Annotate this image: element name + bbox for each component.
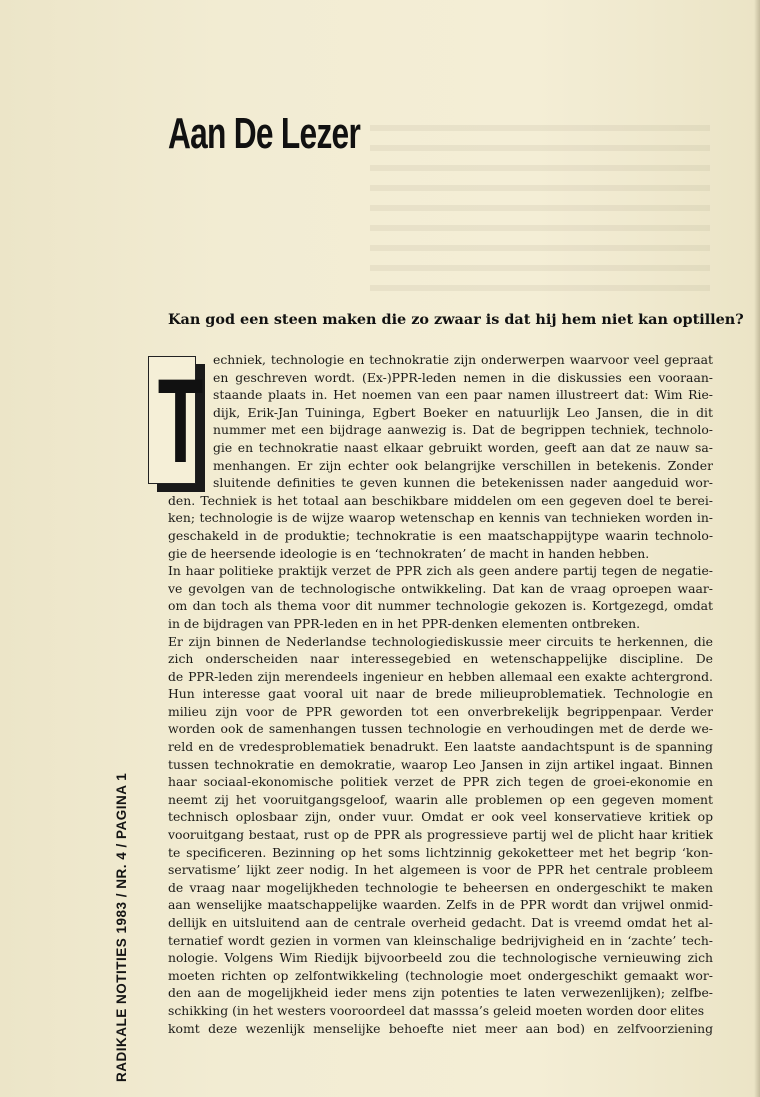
body-line: Er zijn binnen de Nederlandse technologiediskussie meer circuits te herkennen, die: [168, 633, 713, 649]
show-through-text: [370, 185, 710, 191]
body-line: de vraag naar mogelijkheden technologie te beheersen en ondergeschikt te maken: [168, 879, 713, 895]
body-line: sluitende definities te geven kunnen die betekenissen nader aangeduid wor-: [213, 475, 713, 491]
body-line: dijk, Erik-Jan Tuininga, Egbert Boeker en natuurlijk Leo Jansen, die in dit: [213, 404, 713, 420]
body-line: milieu zijn voor de PPR geworden tot een onverbrekelijk begrippenpaar. Verder: [168, 703, 713, 719]
body-line: om dan toch als thema voor dit nummer technologie gekozen is. Kortgezegd, omdat: [168, 598, 713, 614]
body-line: te specificeren. Bezinning op het soms lichtzinnig gekoketteer met het begrip ‘kon-: [168, 844, 713, 860]
body-line: gie en technokratie naast elkaar gebruikt worden, geeft aan dat ze nauw sa-: [213, 439, 713, 455]
body-line: worden ook de samenhangen tussen technologie en verhoudingen met de derde we-: [168, 721, 713, 737]
body-line: nummer met een bijdrage aanwezig is. Dat de begrippen techniek, technolo-: [213, 422, 713, 438]
article-subtitle: Kan god een steen maken die zo zwaar is dat hij hem niet kan optillen?: [168, 311, 744, 328]
show-through-text: [370, 165, 710, 171]
body-line: neemt zij het vooruitgangsgeloof, waarin alle problemen op een gegeven moment: [168, 791, 713, 807]
dropcap-letter: T: [157, 354, 204, 488]
body-line: staande plaats in. Het noemen van een paar namen illustreert dat: Wim Rie-: [213, 387, 713, 403]
body-line: In haar politieke praktijk verzet de PPR zich als geen andere partij tegen de negatie-: [168, 563, 713, 579]
body-line: aan wenselijke maatschappelijke waarden. Zelfs in de PPR wordt dan vrijwel onmid-: [168, 897, 713, 913]
body-line: reld en de vredesproblematiek benadrukt. Een laatste aandachtspunt is de spanning: [168, 739, 713, 755]
body-line: vooruitgang bestaat, rust op de PPR als progressieve partij wel de plicht haar kritiek: [168, 827, 713, 843]
body-line: Hun interesse gaat vooral uit naar de brede milieuproblematiek. Technologie en: [168, 686, 713, 702]
page-footer-spine: RADIKALE NOTITIES 1983 / NR. 4 / PAGINA 1: [114, 772, 129, 1082]
body-line: komt deze wezenlijk menselijke behoefte niet meer aan bod) en zelfvoorziening: [168, 1020, 713, 1036]
body-line: technisch oplosbaar zijn, onder vuur. Omdat er ook veel konservatieve kritiek op: [168, 809, 713, 825]
body-line: gie de heersende ideologie is en ‘technokraten’ de macht in handen hebben.: [168, 545, 650, 561]
body-line: dellijk en uitsluitend aan de centrale overheid gedacht. Dat is vreemd omdat het al-: [168, 915, 713, 930]
body-line: ken; technologie is de wijze waarop wetenschap en kennis van technieken worden in-: [168, 510, 713, 526]
body-line: geschakeld in de produktie; technokratie is een maatschappijtype waarin technolo-: [168, 527, 713, 543]
body-line: de PPR-leden zijn merendeels ingenieur en hebben allemaal een exakte achtergrond.: [168, 668, 713, 684]
body-line: moeten richten op zelfontwikkeling (technologie moet ondergeschikt gemaakt wor-: [168, 967, 713, 983]
show-through-text: [370, 125, 710, 131]
show-through-text: [370, 245, 710, 251]
body-line: servatisme’ lijkt zeer nodig. In het algemeen is voor de PPR het centrale probleem: [168, 862, 713, 878]
body-line: menhangen. Er zijn echter ook belangrijke verschillen in betekenis. Zonder: [213, 457, 713, 473]
body-line: ve gevolgen van de technologische ontwikkeling. Dat kan de vraag oproepen waar-: [168, 580, 713, 596]
show-through-text: [370, 145, 710, 151]
body-line: en geschreven wordt. (Ex-)PPR-leden nemen in die diskussies een vooraan-: [213, 369, 713, 385]
body-line: in de bijdragen van PPR-leden en in het PPR-denken elementen ontbreken.: [168, 615, 641, 631]
body-line: nologie. Volgens Wim Riedijk bijvoorbeeld zou die technologische vernieuwing zich: [168, 950, 713, 966]
body-line: echniek, technologie en technokratie zijn onderwerpen waarvoor veel gepraat: [213, 352, 713, 367]
body-line: haar sociaal-ekonomische politiek verzet de PPR zich tegen de groei-ekonomie en: [168, 774, 713, 790]
body-line: zich onderscheiden naar interessegebied en wetenschappelijke discipline. De: [168, 651, 713, 667]
show-through-text: [370, 225, 710, 231]
body-line: den aan de mogelijkheid ieder mens zijn potenties te laten verwezenlijken); zelfbe-: [168, 985, 713, 1001]
show-through-text: [370, 205, 710, 211]
article-body: [168, 351, 713, 1037]
page-edge-shadow: [754, 0, 760, 1097]
show-through-text: [370, 285, 710, 291]
article-title: Aan De Lezer: [168, 109, 361, 158]
body-line: ternatief wordt gezien in vormen van kleinschalige bedrijvigheid en in ‘zachte’ tech-: [168, 932, 713, 948]
body-line: tussen technokratie en demokratie, waarop Leo Jansen in zijn artikel ingaat. Binnen: [168, 756, 713, 772]
body-line: schikking (in het westers vooroordeel dat masssa’s geleid moeten worden door elites: [168, 1002, 705, 1018]
show-through-text: [370, 265, 710, 271]
body-line: den. Techniek is het totaal aan beschikbare middelen om een gegeven doel te berei-: [168, 492, 713, 508]
